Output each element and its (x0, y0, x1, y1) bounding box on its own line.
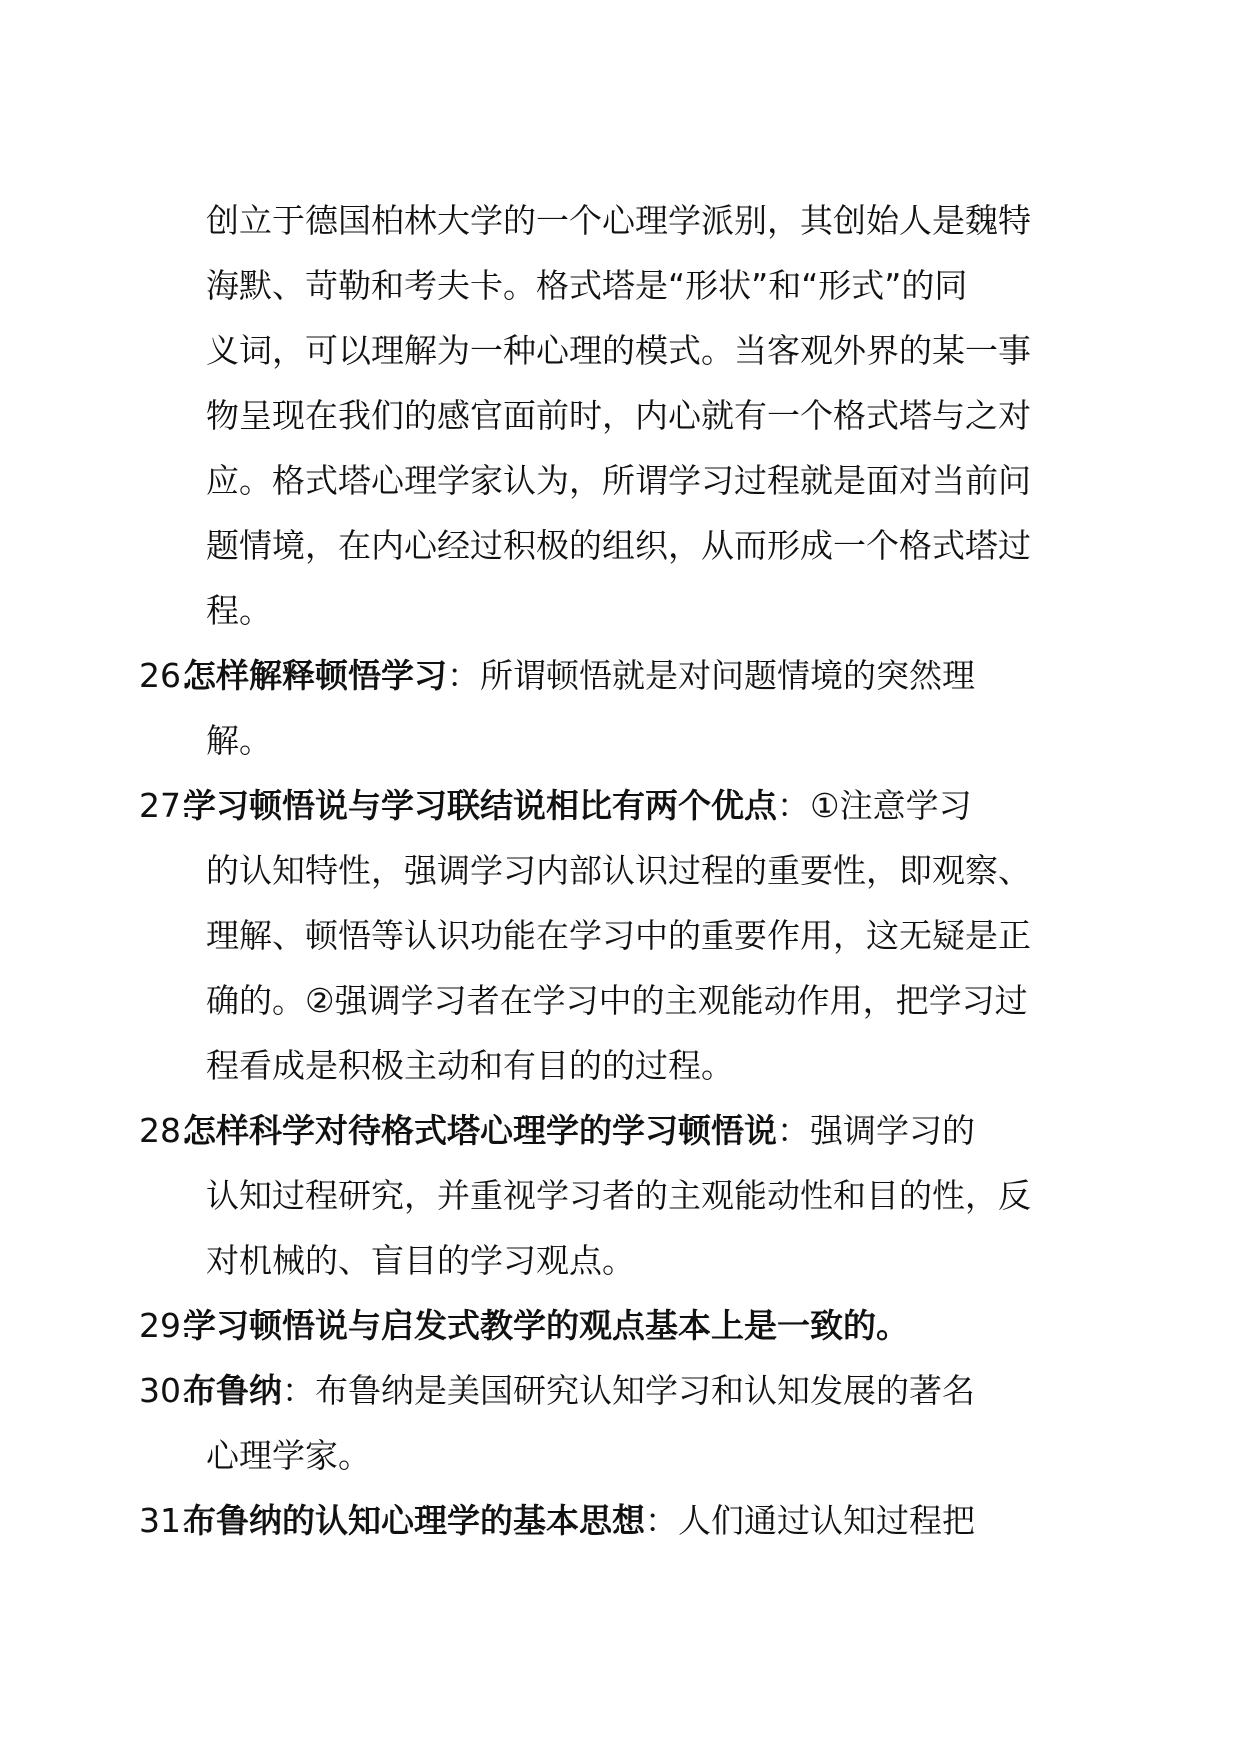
item-number: 28. (139, 1111, 192, 1150)
item-title: 学习顿悟说与启发式教学的观点基本上是一致的。 (183, 1306, 909, 1345)
text-line: 创立于德国柏林大学的一个心理学派别，其创始人是魏特 (206, 201, 1031, 240)
list-item-29 (139, 1293, 1047, 1358)
item-text: ：所谓顿悟就是对问题情境的突然理 (447, 656, 975, 695)
document-body (139, 188, 1047, 1553)
item-title: 布鲁纳 (183, 1371, 282, 1410)
text-line: 认知过程研究，并重视学习者的主观能动性和目的性，反 (206, 1176, 1031, 1215)
item-title: 学习顿悟说与学习联结说相比有两个优点 (183, 786, 777, 825)
text-line: 义词，可以理解为一种心理的模式。当客观外界的某一事 (206, 331, 1031, 370)
text-line: 的认知特性，强调学习内部认识过程的重要性，即观察、 (206, 851, 1031, 890)
item-first-line (139, 1358, 1047, 1423)
item-text: ：强调学习的 (777, 1111, 975, 1150)
text-line: 对机械的、盲目的学习观点。 (206, 1241, 635, 1280)
list-item-26 (139, 643, 1047, 773)
text-line: 确的。②强调学习者在学习中的主观能动作用，把学习过 (206, 981, 1028, 1020)
text-line: 题情境，在内心经过积极的组织，从而形成一个格式塔过 (206, 526, 1031, 565)
item-first-line (139, 643, 1047, 708)
item-text: ：①注意学习 (777, 786, 972, 825)
item-title: 布鲁纳的认知心理学的基本思想 (183, 1501, 645, 1540)
item-number: 30. (139, 1371, 192, 1410)
list-item-28 (139, 1098, 1047, 1293)
item-title: 怎样解释顿悟学习 (183, 656, 447, 695)
item-text: ：布鲁纳是美国研究认知学习和认知发展的著名 (282, 1371, 975, 1410)
item-first-line (139, 773, 1047, 838)
text-line: 应。格式塔心理学家认为，所谓学习过程就是面对当前问 (206, 461, 1031, 500)
item-first-line (139, 1293, 1047, 1358)
text-line: 海默、苛勒和考夫卡。格式塔是“形状”和“形式”的同 (206, 266, 968, 305)
item-first-line (139, 1488, 1047, 1553)
item-title: 怎样科学对待格式塔心理学的学习顿悟说 (183, 1111, 777, 1150)
list-item-27 (139, 773, 1047, 1098)
item-first-line (139, 1098, 1047, 1163)
list-item-31 (139, 1488, 1047, 1553)
list-item-30 (139, 1358, 1047, 1488)
text-line: 物呈现在我们的感官面前时，内心就有一个格式塔与之对 (206, 396, 1031, 435)
text-line: 心理学家。 (206, 1436, 371, 1475)
text-line: 解。 (206, 721, 272, 760)
text-line: 理解、顿悟等认识功能在学习中的重要作用，这无疑是正 (206, 916, 1031, 955)
item-number: 26. (139, 656, 192, 695)
text-line: 程。 (206, 591, 272, 630)
continuation-paragraph (187, 188, 1047, 643)
item-number: 27. (139, 786, 192, 825)
item-number: 29. (139, 1306, 192, 1345)
item-number: 31. (139, 1501, 192, 1540)
item-text: ：人们通过认知过程把 (645, 1501, 975, 1540)
text-line: 程看成是积极主动和有目的的过程。 (206, 1046, 734, 1085)
